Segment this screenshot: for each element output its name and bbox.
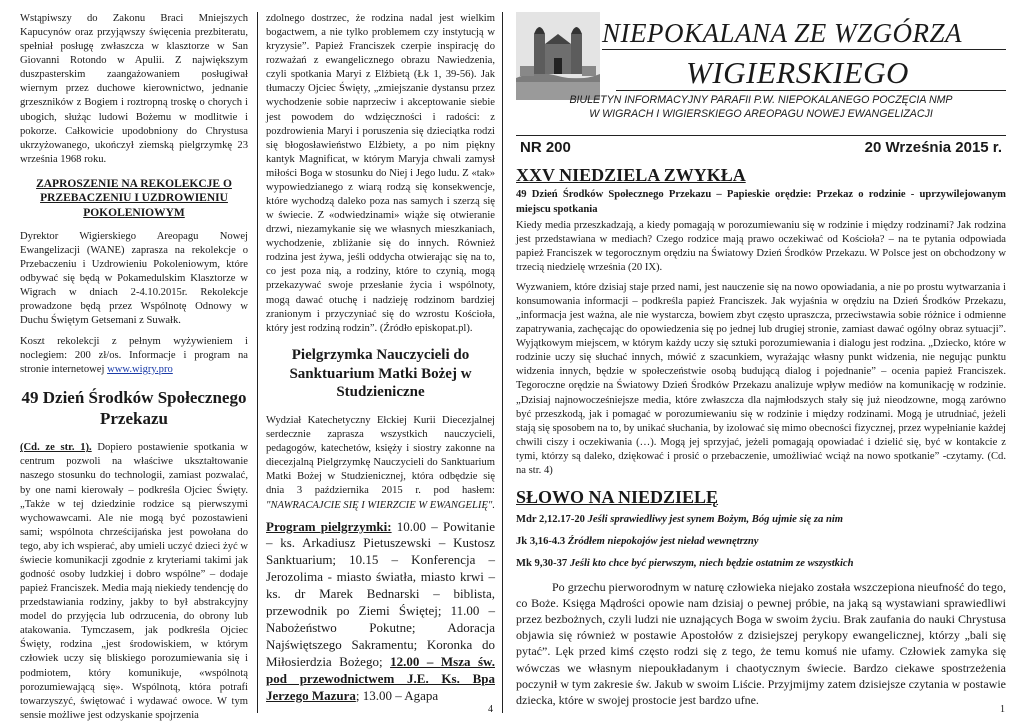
program-end: ; 13.00 – Agapa xyxy=(355,687,439,703)
issue-date: 20 Września 2015 r. xyxy=(864,139,1002,156)
reading-1-ref: Mdr 2,12.17-20 xyxy=(516,513,585,525)
column-divider-2 xyxy=(502,12,503,713)
haslo-text: "NAWRACAJCIE SIĘ I WIERZCIE W EWANGELIĘ". xyxy=(266,499,496,511)
page-number-left: 4 xyxy=(488,704,493,715)
reading-2-title: Źródłem niepokojów jest nieład wewnętrzny xyxy=(567,535,759,547)
reading-3-ref: Mk 9,30-37 xyxy=(516,557,568,569)
koszt-paragraph xyxy=(20,335,248,377)
issue-bar xyxy=(516,135,1006,158)
masthead-subtitle xyxy=(516,94,1006,122)
pielgrzymka-heading: Pielgrzymka Nauczycieli do Sanktuarium Matki Bożej w Studzieniczne xyxy=(289,346,472,401)
church-icon xyxy=(516,12,600,100)
column-left xyxy=(20,12,248,725)
subtitle-line-2: W WIGRACH I WIGIERSKIEGO AREOPAGU NOWEJ EWANGELIZACJI xyxy=(589,107,933,120)
wydzial-text: Wydział Katechetyczny Ełckiej Kurii Diecezjalnej serdecznie zaprasza wszystkich nauczycieli, pedagogów, katechetów, księży i siostry zakonne na diecezjalną Pielgrzymkę Nauczycieli do Sanktuarium Matki Bożej w Studzienicznej, która odbędzie się dnia 3 października 2015 r. pod hasłem: xyxy=(266,415,495,497)
continued-reference: (Cd. ze str. 1). xyxy=(20,442,92,454)
reading-1-title: Jeśli sprawiedliwy jest synem Bożym, Bóg ujmie się za nim xyxy=(587,513,844,525)
niedziela-heading: XXV NIEDZIELA ZWYKŁA xyxy=(516,164,746,185)
program-paragraph xyxy=(266,519,495,705)
reading-3-title: Jeśli kto chce być pierwszym, niech będzie ostatnim ze wszystkich xyxy=(569,557,854,569)
program-label: Program pielgrzymki: xyxy=(266,518,392,534)
reading-2 xyxy=(516,535,1006,549)
dzien-paragraph xyxy=(20,441,248,723)
slowo-heading: SŁOWO NA NIEDZIELĘ xyxy=(516,487,719,507)
masthead xyxy=(516,12,1006,132)
reading-1 xyxy=(516,513,1006,527)
program-text: 10.00 – Powitanie – ks. Arkadiusz Pietuszewski – Kustosz Sanktuarium; 10.15 – Konferencja – Jerozolima - miasto światła, miasto krwi – ks. dr Marek Bednarski – biblista, przewodnik po Ziemi Świętej; 11.00 – Nabożeństwo Pokutne; Adoracja Najświętszego Sakramentu; Koronka do Miłosierdzia Bożego; xyxy=(266,518,496,669)
wydzial-paragraph xyxy=(266,414,495,513)
column-divider-1 xyxy=(257,12,258,713)
main-paragraph: Wyzwaniem, które dzisiaj staje przed nami, jest nauczenie się na nowo opowiadania, a nie po prostu wytwarzania i konsumowania informacji – podkreśla papież Franciszek. Jak wyjaśnia w orędziu na Dzień Środków Przekazu, „informacja jest ważna, ale nie wystarcza, bowiem zbyt często upraszcza, przeciwstawia sobie różnice i odmienne zapatrywania, zachęcając do opowiedzenia się po jednej lub drugiej stronie, zamiast dawać ogólny obraz sytuacji”. Wyjątkowym miejscem, w którym każdy uczy się sztuki porozumiewania i dialogu jest rodzina. „Dziecko, które w rodzinie uczy się słuchać innych, mówić z szacunkiem, wyrażając własny punkt widzenia, nie negując punktu widzenia innych, będzie w społeczeństwie osobą budującą dialog i pojednanie” – ocenia papież Franciszek. Tegoroczne orędzie na Światowy Dzień Środków Przekazu analizuje wpływ mediów na komunikację w rodzinie. „Dzisiaj najnowocześniejsze media, które zwłaszcza dla najmłodszych stały się już nieodzowne, mogą zarówno być przeszkodą, jak i pomagać w porozumiewaniu się w rodzinie i między rodzinami. Mogą je utrudniać, jeżeli stają się sposobem na to, by unikać słuchania, by izolować się mimo obecności fizycznej, przez wypełnianie każdej chwili ciszy i oczekiwania (…). Mogą jej sprzyjać, jeżeli pomagają opowiadać i dzielić się, być w kontakcie z tymi, którzy są daleko, dziękować i prosić o przebaczenie, umożliwiać wciąż na nowo spotkanie” -czytamy. (Cd. na str. 4) xyxy=(516,281,1006,476)
oredzie-subheading: 49 Dzień Środków Społecznego Przekazu – Papieskie orędzie: Przekaz o rodzinie - uprzywilejowanym miejscu spotkania xyxy=(516,189,1006,215)
intro-paragraph: Wstąpiwszy do Zakonu Braci Mniejszych Kapucynów oraz przyjąwszy święcenia prezbiteratu, spełniał posługę zwłaszcza w klasztorze w San Giovanni Rotondo w Apulii. Z największym duszpasterskim zaangażowaniem posługiwał wiernym przez duchowe kierownictwo, jednanie grzeszników z Bogiem i roztropną troskę o chorych i ubogich, służąc ludowi Bożemu w modlitwie i pokorze. Całkowicie upodobniony do Chrystusa ukrzyżowanego, ukończył ziemską pielgrzymkę 23 września 1968 roku. xyxy=(20,13,248,165)
page-number-right: 1 xyxy=(1000,704,1005,715)
column-right xyxy=(516,12,1006,714)
koszt-text: Koszt rekolekcji z pełnym wyżywieniem i noclegiem: 200 zł/os. Informacje i program na stronie internetowej xyxy=(20,335,248,375)
program-msza: 12.00 – Msza św. pod przewodnictwem J.E. Ks. Bpa Jerzego Mazura xyxy=(266,653,495,703)
issue-number: NR 200 xyxy=(520,139,571,156)
title-rule-2 xyxy=(616,90,1006,91)
website-link[interactable]: www.wigry.pro xyxy=(107,363,173,375)
questions-paragraph: Kiedy media przeszkadzają, a kiedy pomagają w porozumiewaniu się w rodzinie i między rodzinami? Jak rodzina jest przedstawiana w mediach? Czego rodzice mają prawo oczekiwać od Kościoła? – na te pytania odpowiada papież Franciszek w tegorocznym orędziu na Światowy Dzień Środków Przekazu. W Polsce jest on obchodzony w trzecią niedzielę września (20 IX). xyxy=(516,219,1006,273)
rekolekcje-heading: ZAPROSZENIE NA REKOLEKCJE O PRZEBACZENIU I UZDROWIENIU POKOLENIOWYM xyxy=(36,177,232,219)
subtitle-line-1: BIULETYN INFORMACYJNY PARAFII P.W. NIEPOKALANEGO POCZĘCIA NMP xyxy=(569,94,953,106)
title-rule-1 xyxy=(602,49,1006,50)
dzien-heading: 49 Dzień Środków Społecznego Przekazu xyxy=(21,387,247,429)
reading-3 xyxy=(516,557,1006,571)
reflection-paragraph: Po grzechu pierworodnym w naturę człowieka niejako została wszczepiona nieufność do tego, co Boże. Księga Mądrości opowie nam dzisiaj o pewnej próbie, na jaką są wystawiani sprawiedliwi przez bezbożnych, czyli ludzi nie uznających Boga w swoim życiu. Brak zaufania do nauki Chrystusa objawia się również w postawie Apostołów z dzisiejszej perykopy ewangelicznej, którzy „bali się pytać”. Lęk przed kimś często rodzi się z tego, że temu komuś nie ufamy. Człowiek zamyka się wówczas we własnym niepoukładanym i chaotycznym świecie. Bardzo ciekawe spostrzeżenia poczynił w tym zakresie św. Jakub w swoim Liście. Przyjmijmy zatem dzisiejsze czytania w postawie dziecka, które w swojej prostocie jest bardzo ufne. xyxy=(516,579,1006,708)
rodzina-paragraph: zdolnego dostrzec, że rodzina nadal jest wielkim bogactwem, a nie tylko problemem czy instytucją w kryzysie”. Papież Franciszek czerpie inspirację do rozważań z ewangelicznego obrazu Nawiedzenia, czyli spotkania Maryi z Elżbietą (Łk 1, 39-56). Jak tłumaczy Ojciec Święty, „zmiejszanie dystansu przez wychodzenie sobie naprzeciw i akceptowanie siebie jest powodem do wdzięczności i radości: z pozdrowienia Maryi i poruszenia się dzieciątka rodzi się błogosławieństwo Elżbiety, a po nim piękny kantyk Magnificat, w którym Maryja chwali zamysł miłości Boga w stosunku do Niej i Jego ludu. Z «tak» wypowiedzianego z wiarą rodzą się konsekwencje, które wychodzą daleko poza nas samych i szerzą się w świecie. Z «odwiedzinami» wiąże się otwieranie drzwi, niezamykanie się we własnych mieszkaniach, wychodzenie, zbliżanie się do innych. Również rodzina jest żywa, jeśli oddycha otwierając się na to, co jest poza nią, a rodziny, które to czynią, mogą przekazywać swoje przesłanie życia i wspólnoty, mogą dawać otuchę i nadzieję rodzinom bardziej zranionym i przyczyniać się do wzrostu Kościoła, który jest rodziną rodzin”. (Źródło episkopat.pl). xyxy=(266,13,495,334)
column-middle xyxy=(266,12,495,710)
masthead-title-line-1: NIEPOKALANA ZE WZGÓRZA xyxy=(602,18,963,48)
rekolekcje-paragraph: Dyrektor Wigierskiego Areopagu Nowej Ewangelizacji (WANE) zaprasza na rekolekcje o Przebaczeniu i Uzdrowieniu Pokoleniowym, które odbywać się będą w Pokamedulskim Klasztorze w Wigrach w dniach 2-4.10.2015r. Rekolekcje prowadzone będą przez Wspólnotę Odnowy w Duchu Świętym Getsemani z Suwałk. xyxy=(20,230,248,327)
dzien-text: Dopiero postawienie spotkania w centrum pozwoli na właściwe ukształtowanie naszego stosunku do technologii, zamiast pozwalać, by one nami kierowały – podkreśla Ojciec Święty. „Także w tej dziedzinie rodzice są pierwszymi wychowawcami. Ale nie mogą być pozostawieni sami; wspólnota chrześcijańska jest powołana do tego, aby ich wspierać, aby umieli uczyć dzieci żyć w świecie komunikacji zgodnie z kryteriami takimi jak godność osoby ludzkiej i dobro wspólne” – dodaje papież Franciszek. Media mają niekiedy tendencję do przedstawiania rodziny, jakby to był abstrakcyjny model do przyjęcia lub odrzucenia, do obrony lub atakowania. Tymczasem, jak podkreśla Ojciec Święty, rodzina „jest środowiskiem, w którym człowiek uczy się bliskiego porozumiewania się i podmiotem, który komunikuje, «wspólnotą porozumiewającą się». Wspólnotą, która potrafi towarzyszyć, świętować i wydawać owoce. W tym sensie możliwe jest odzyskanie spojrzenia xyxy=(20,442,248,721)
reading-2-ref: Jk 3,16-4.3 xyxy=(516,535,566,547)
masthead-title-line-2: WIGIERSKIEGO xyxy=(686,55,909,90)
